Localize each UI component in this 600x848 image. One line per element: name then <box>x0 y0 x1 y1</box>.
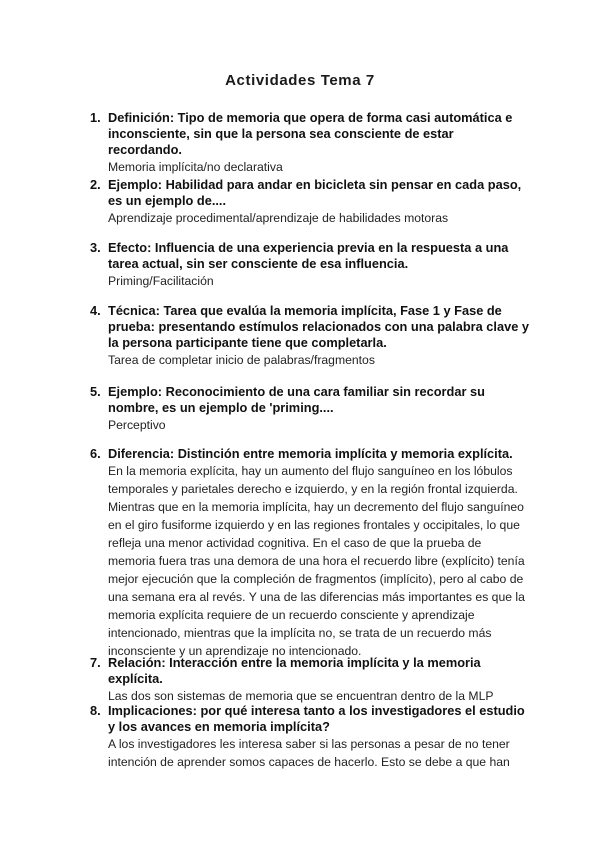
list-item <box>90 703 530 771</box>
item-question: Relación: Interacción entre la memoria implícita y la memoria explícita. <box>108 655 481 686</box>
item-question: Ejemplo: Reconocimiento de una cara familiar sin recordar su nombre, es un ejemplo de 'priming.... <box>108 384 485 415</box>
item-answer: Aprendizaje procedimental/aprendizaje de habilidades motoras <box>108 211 449 225</box>
item-number: 2. <box>90 177 101 192</box>
list-item <box>90 240 530 290</box>
item-question: Diferencia: Distinción entre memoria implícita y memoria explícita. <box>108 446 513 461</box>
list-item <box>90 384 530 434</box>
item-number: 5. <box>90 384 101 399</box>
item-number: 7. <box>90 655 101 670</box>
list-item <box>90 177 530 227</box>
item-answer: Perceptivo <box>108 418 166 432</box>
list-item <box>90 446 530 660</box>
item-number: 6. <box>90 446 101 461</box>
item-answer: Priming/Facilitación <box>108 274 214 288</box>
item-number: 4. <box>90 303 101 318</box>
page-title: Actividades Tema 7 <box>225 72 375 89</box>
item-number: 1. <box>90 110 101 125</box>
item-answer: En la memoria explícita, hay un aumento del flujo sanguíneo en los lóbulos temporales y parietales derecho e izquierdo, y en la región frontal izquierda. Mientras que en la memoria implícita, hay un decremento del flujo sanguíneo en el giro fusiforme izquierdo y en las regiones frontales y occipitales, lo que refleja una menor actividad cognitiva. En el caso de que la prueba de memoria fuera tras una demora de una hora el recuerdo libre (explícito) tenía mejor ejecución que la compleción de fragmentos (implícito), pero al cabo de una semana era al revés. Y una de las diferencias más importantes es que la memoria explícita requiere de un recuerdo consciente y aprendizaje intencionado, mientras que la implícita no, se trata de un recuerdo más inconsciente y un aprendizaje no intencionado. <box>108 464 525 658</box>
item-answer: Tarea de completar inicio de palabras/fragmentos <box>108 353 375 367</box>
list-item <box>90 303 530 369</box>
item-answer: A los investigadores les interesa saber si las personas a pesar de no tener intención de aprender somos capaces de hacerlo. Esto se debe a que han <box>108 737 510 769</box>
item-number: 8. <box>90 703 101 718</box>
list-item <box>90 655 530 705</box>
item-answer: Las dos son sistemas de memoria que se encuentran dentro de la MLP <box>108 689 494 703</box>
item-question: Definición: Tipo de memoria que opera de forma casi automática e inconsciente, sin que la persona sea consciente de estar recordando. <box>108 110 513 157</box>
item-question: Técnica: Tarea que evalúa la memoria implícita, Fase 1 y Fase de prueba: presentando estímulos relacionados con una palabra clave y la persona participante tiene que completarla. <box>108 303 530 350</box>
item-answer: Memoria implícita/no declarativa <box>108 160 283 174</box>
item-question: Efecto: Influencia de una experiencia previa en la respuesta a una tarea actual, sin ser consciente de esa influencia. <box>108 240 509 271</box>
item-number: 3. <box>90 240 101 255</box>
item-question: Implicaciones: por qué interesa tanto a los investigadores el estudio y los avances en memoria implícita? <box>108 703 525 734</box>
item-question: Ejemplo: Habilidad para andar en bicicleta sin pensar en cada paso, es un ejemplo de.... <box>108 177 522 208</box>
list-item <box>90 110 530 176</box>
